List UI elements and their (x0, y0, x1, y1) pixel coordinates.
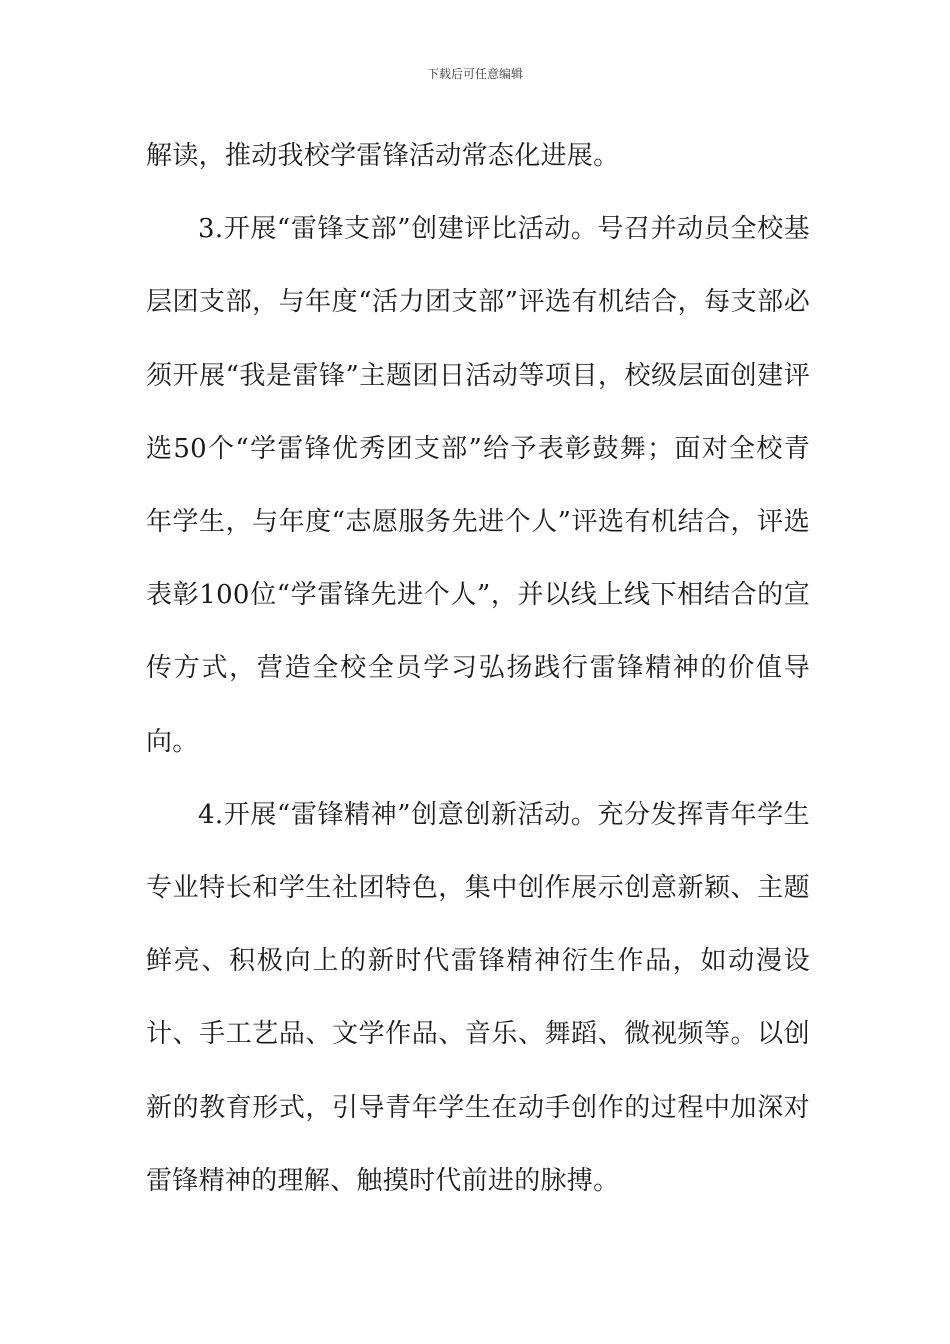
page-header: 下载后可任意编辑 (426, 67, 523, 81)
document-body (146, 120, 810, 1218)
paragraph-leifeng-branch-activity: 3.开展“雷锋支部”创建评比活动。号召并动员全校基层团支部，与年度“活力团支部”评选有机结合，每支部必须开展“我是雷锋”主题团日活动等项目，校级层面创建评选50个“学雷锋优秀团支部”给予表彰鼓舞；面对全校青年学生，与年度“志愿服务先进个人”评选有机结合，评选表彰100位“学雷锋先进个人”，并以线上线下相结合的宣传方式，营造全校全员学习弘扬践行雷锋精神的价值导向。 (146, 214, 810, 757)
paragraph-continuation: 解读，推动我校学雷锋活动常态化进展。 (146, 141, 620, 171)
paragraph-leifeng-spirit-creative-activity: 4.开展“雷锋精神”创意创新活动。充分发挥青年学生专业特长和学生社团特色，集中创作展示创意新颖、主题鲜亮、积极向上的新时代雷锋精神衍生作品，如动漫设计、手工艺品、文学作品、音乐、舞蹈、微视频等。以创新的教育形式，引导青年学生在动手创作的过程中加深对雷锋精神的理解、触摸时代前进的脉搏。 (146, 799, 810, 1196)
